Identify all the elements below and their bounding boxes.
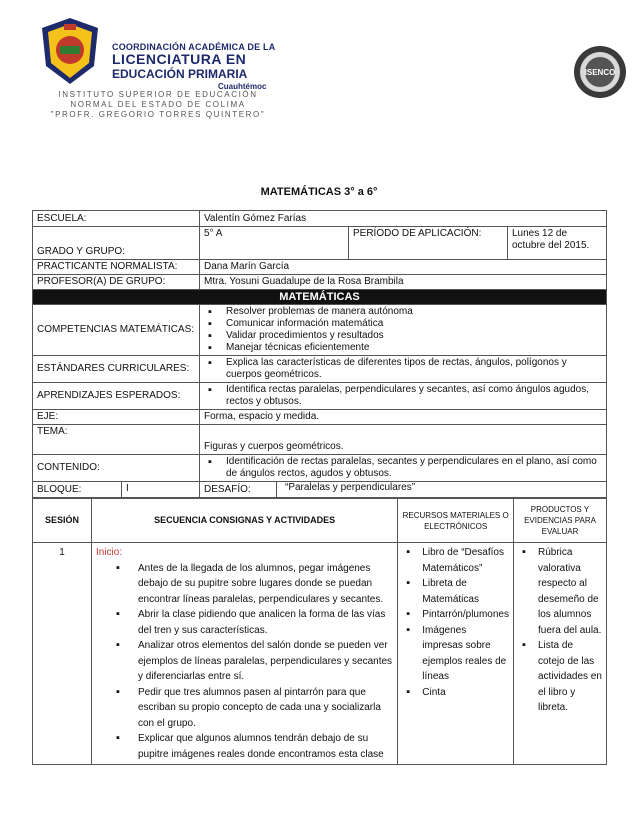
sesion-header: SESIÓN	[33, 499, 92, 543]
estandar-item: ▪ Explica las características de diferentes tipos de rectas, ángulos, polígonos y cuerpos geométricos.	[226, 357, 602, 381]
productos-cell	[514, 543, 607, 765]
competencias-cell	[200, 305, 607, 356]
contenido-list	[204, 456, 602, 480]
desafio-cell	[200, 482, 607, 498]
activity-item: ▪ Antes de la llegada de los alumnos, pegar imágenes debajo de su pupitre sobre lugares donde se puedan encontrar líneas paralelas, perpendiculares y secantes.	[138, 561, 393, 608]
desafio-value: “Paralelas y perpendiculares”	[285, 481, 416, 493]
productos-list	[518, 545, 602, 716]
activity-item: ▪ Analizar otros elementos del salón donde se pueden ver ejemplos de líneas paralelas, perpendiculares y secantes y diferenciarlas entre sí.	[138, 638, 393, 685]
grado-value: 5° A	[200, 227, 349, 260]
sequence-table	[32, 498, 607, 765]
aprendizajes-label: APRENDIZAJES ESPERADOS:	[33, 383, 200, 410]
activity-item: ▪ Pedir que tres alumnos pasen al pintarrón para que escriban su propio concepto de cada una y socializarla con el grupo.	[138, 685, 393, 732]
licenciatura-text: LICENCIATURA EN	[112, 51, 247, 67]
periodo-value: Lunes 12 de octubre del 2015.	[508, 227, 607, 260]
tema-value: Figuras y cuerpos geométricos.	[200, 425, 607, 455]
estandares-label: ESTÁNDARES CURRICULARES:	[33, 356, 200, 383]
desafio-label: DESAFÍO:	[200, 482, 277, 497]
competencia-item: ▪ Resolver problemas de manera autónoma	[226, 306, 602, 318]
practicante-value: Dana Marín García	[200, 260, 607, 275]
estandares-cell	[200, 356, 607, 383]
seal-text: ISENCO	[584, 68, 616, 77]
bloque-cell	[33, 482, 200, 498]
recursos-list	[402, 545, 509, 700]
info-table	[32, 210, 607, 498]
inicio-label: Inicio:	[96, 547, 123, 558]
institution-line-2: NORMAL DEL ESTADO DE COLIMA	[70, 100, 246, 109]
grado-label: GRADO Y GRUPO:	[33, 227, 200, 260]
periodo-label: PERÍODO DE APLICACIÓN:	[349, 227, 508, 260]
producto-item: ▪ Lista de cotejo de las actividades en el libro y libreta.	[538, 638, 602, 716]
institution-line-1: INSTITUTO SUPERIOR DE EDUCACIÓN	[58, 90, 258, 99]
eje-label: EJE:	[33, 410, 200, 425]
institution-crest-icon	[38, 16, 102, 86]
coordination-text: COORDINACIÓN ACADÉMICA DE LA	[112, 42, 276, 52]
activity-item: ▪ Abrir la clase pidiendo que analicen la forma de las vías del tren y sus características.	[138, 607, 393, 638]
recurso-item: ▪ Pintarrón/plumones	[422, 607, 509, 623]
competencia-item: ▪ Manejar técnicas eficientemente	[226, 342, 602, 354]
tema-label: TEMA:	[33, 425, 200, 455]
activities-cell	[92, 543, 398, 765]
contenido-label: CONTENIDO:	[33, 455, 200, 482]
activities-list	[96, 561, 393, 763]
aprendizaje-item: ▪ Identifica rectas paralelas, perpendiculares y secantes, así como ángulos agudos, rectos y obtusos.	[226, 384, 602, 408]
productos-header: PRODUCTOS Y EVIDENCIAS PARA EVALUAR	[514, 499, 607, 543]
profesor-value: Mtra. Yosuni Guadalupe de la Rosa Brambila	[200, 275, 607, 290]
recursos-cell	[398, 543, 514, 765]
competencias-label: COMPETENCIAS MATEMÁTICAS:	[33, 305, 200, 356]
escuela-label: ESCUELA:	[33, 211, 200, 227]
session-number: 1	[33, 543, 92, 765]
practicante-label: PRACTICANTE NORMALISTA:	[33, 260, 200, 275]
institution-line-3: "PROFR. GREGORIO TORRES QUINTERO"	[50, 110, 266, 119]
recurso-item: ▪ Libro de “Desafíos Matemáticos”	[422, 545, 509, 576]
recursos-header: RECURSOS MATERIALES O ELECTRÓNICOS	[398, 499, 514, 543]
bloque-label: BLOQUE:	[37, 483, 82, 495]
institution-name	[38, 90, 278, 120]
section-band-matematicas: MATEMÁTICAS	[33, 290, 607, 305]
recurso-item: ▪ Libreta de Matemáticas	[422, 576, 509, 607]
competencia-item: ▪ Validar procedimientos y resultados	[226, 330, 602, 342]
producto-item: ▪ Rúbrica valorativa respecto al desemeño de los alumnos fuera del aula.	[538, 545, 602, 638]
estandares-list	[204, 357, 602, 381]
bloque-value: I	[121, 482, 129, 497]
aprendizajes-list	[204, 384, 602, 408]
competencia-item: ▪ Comunicar información matemática	[226, 318, 602, 330]
recurso-item: ▪ Cinta	[422, 685, 509, 701]
activity-item: ▪ Explicar que algunos alumnos tendrán debajo de su pupitre imágenes reales donde encontramos esta clase	[138, 731, 393, 762]
contenido-cell	[200, 455, 607, 482]
contenido-item: ▪ Identificación de rectas paralelas, secantes y perpendiculares en el plano, así como de ángulos rectos, agudos y obtusos.	[226, 456, 602, 480]
eje-value: Forma, espacio y medida.	[200, 410, 607, 425]
page-title: MATEMÁTICAS 3° a 6°	[260, 186, 378, 198]
escuela-value: Valentín Gómez Farías	[200, 211, 607, 227]
secuencia-header: SECUENCIA CONSIGNAS Y ACTIVIDADES	[92, 499, 398, 543]
isenco-seal-icon	[572, 44, 628, 100]
recurso-item: ▪ Imágenes impresas sobre ejemplos reales de líneas	[422, 623, 509, 685]
profesor-label: PROFESOR(A) DE GRUPO:	[33, 275, 200, 290]
educacion-text: EDUCACIÓN PRIMARIA	[112, 67, 248, 81]
cuauhtemoc-text: Cuauhtémoc	[218, 82, 267, 91]
document-header	[32, 10, 616, 120]
aprendizajes-cell	[200, 383, 607, 410]
competencias-list	[204, 306, 602, 354]
